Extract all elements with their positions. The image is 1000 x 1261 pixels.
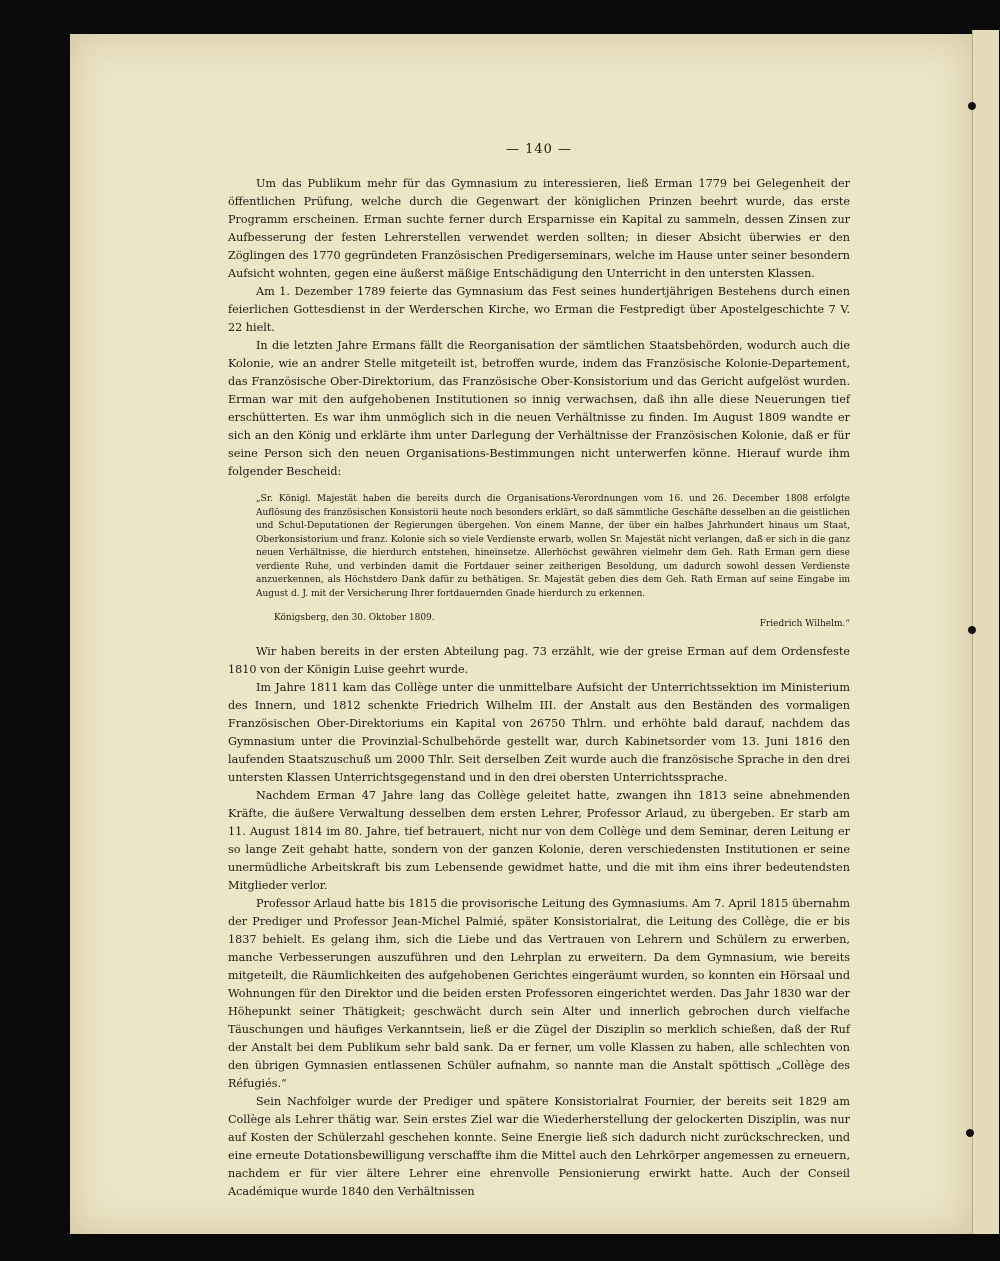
paragraph: In die letzten Jahre Ermans fällt die Reorganisation der sämtlichen Staatsbehörden, wodurch auch die Kolonie, wie an andrer Stelle mitgeteilt ist, betroffen wurde, indem das Französische Kolonie-Departement, das Französische Ober-Direktorium, das Französische Ober-Konsistorium und das Gericht aufgelöst wurden. Erman war mit den aufgehobenen Institutionen so innig verwachsen, daß ihn alle diese Neuerungen tief erschütterten. Es war ihm unmöglich sich in die neuen Verhältnisse zu finden. Im August 1809 wandte er sich an den König und erklärte ihm unter Darlegung der Verhältnisse der Französischen Kolonie, daß er für seine Person sich den neuen Organisations-Bestimmungen nicht unterwerfen könne. Hierauf wurde ihm folgender Bescheid: bbox=[228, 339, 850, 478]
page-number: — 140 — bbox=[505, 142, 573, 157]
binding-hole bbox=[968, 626, 976, 634]
paragraph: Wir haben bereits in der ersten Abteilung pag. 73 erzählt, wie der greise Erman auf dem Ordensfeste 1810 von der Königin Luise geehrt wurde. bbox=[228, 645, 850, 676]
quote-signature: Friedrich Wilhelm.“ bbox=[759, 619, 850, 629]
paragraph: Sein Nachfolger wurde der Prediger und spätere Konsistorialrat Fournier, der bereits seit 1829 am Collège als Lehrer thätig war. Sein erstes Ziel war die Wiederherstellung der gelockerten Disziplin, was nur auf Kosten der Schülerzahl geschehen konnte. Seine Energie ließ sich dadurch nicht zurückschrecken, und eine erneute Dotationsbewilligung verschaffte ihm die Mittel auch den Lehrkörper angemessen zu erneuern, nachdem er für vier ältere Lehrer eine ehrenvolle Pensionierung erwirkt hatte. Auch der Conseil Académique wurde 1840 den Verhältnissen bbox=[228, 1095, 850, 1198]
paragraph: Am 1. Dezember 1789 feierte das Gymnasium das Fest seines hundertjährigen Bestehens durch einen feierlichen Gottesdienst in der Werderschen Kirche, wo Erman die Festpredigt über Apostelgeschichte 7 V. 22 hielt. bbox=[228, 285, 850, 334]
quote-signature-line bbox=[274, 611, 850, 631]
paragraph: Professor Arlaud hatte bis 1815 die provisorische Leitung des Gymnasiums. Am 7. April 1815 übernahm der Prediger und Professor Jean-Michel Palmié, später Konsistorialrat, die Leitung des Collège, die er bis 1837 behielt. Es gelang ihm, sich die Liebe und das Vertrauen von Lehrern und Schülern zu erwerben, manche Verbesserungen auszuführen und den Lehrplan zu erweitern. Da dem Gymnasium, wie bereits mitgeteilt, die Räumlichkeiten des aufgehobenen Gerichtes eingeräumt wurden, so konnten ein Hörsaal und Wohnungen für den Direktor und die beiden ersten Professoren eingerichtet werden. Das Jahr 1830 war der Höhepunkt seiner Thätigkeit; geschwächt durch sein Alter und innerlich gebrochen durch vielfache Täuschungen und häufiges Verkanntsein, ließ er die Zügel der Disziplin so merklich schießen, daß der Ruf der Anstalt bei dem Publikum sehr bald sank. Da er ferner, um volle Klassen zu haben, alle schlechten von den übrigen Gymnasien entlassenen Schüler aufnahm, so nannte man die Anstalt spöttisch „Collège des Réfugiés.“ bbox=[228, 897, 850, 1090]
binding-hole bbox=[968, 102, 976, 110]
next-page-edge bbox=[972, 30, 999, 1234]
royal-decree-quote: „Sr. Königl. Majestät haben die bereits durch die Organisations-Verordnungen vom 16. und 26. December 1808 erfolgte Auflösung des französischen Konsistorii heute noch besonders erklärt, so daß sämmtliche Geschäfte desselben an die geistlichen und Schul-Deputationen der Regierungen übergehen. Von einem Manne, der über ein halbes Jahrhundert hinaus um Staat, Oberkonsistorium und franz. Kolonie sich so viele Verdienste erwarb, wollen Sr. Majestät nicht verlangen, daß er sich in die ganz neuen Verhältnisse, die hierdurch entstehen, hineinsetze. Allerhöchst gewähren vielmehr dem Geh. Rath Erman gern diese verdiente Ruhe, und verbinden damit die Fortdauer seiner zeitherigen Besoldung, um dadurch sowohl dessen Verdienste anzuerkennen, als Höchstdero Dank dafür zu bethätigen. Sr. Majestät geben dies dem Geh. Rath Erman auf seine Eingabe im August d. J. mit der Versicherung Ihrer fortdauernden Gnade hierdurch zu erkennen. bbox=[256, 494, 850, 599]
binding-hole bbox=[966, 1129, 974, 1137]
paragraph: Im Jahre 1811 kam das Collège unter die unmittelbare Aufsicht der Unterrichtssektion im Ministerium des Innern, und 1812 schenkte Friedrich Wilhelm III. der Anstalt aus den Beständen des vormaligen Französischen Ober-Direktoriums ein Kapital von 26750 Thlrn. und erhöhte bald darauf, nachdem das Gymnasium unter die Provinzial-Schulbehörde gestellt war, durch Kabinetsorder vom 13. Juni 1816 den laufenden Staatszuschuß um 2000 Thlr. Seit derselben Zeit wurde auch die französische Sprache in den drei untersten Klassen Unterrichtsgegenstand und in den drei obersten Unterrichtssprache. bbox=[228, 681, 850, 784]
quote-place-date: Königsberg, den 30. Oktober 1809. bbox=[274, 613, 435, 623]
paragraph: Um das Publikum mehr für das Gymnasium zu interessieren, ließ Erman 1779 bei Gelegenheit der öffentlichen Prüfung, welche durch die Gegenwart der königlichen Prinzen beehrt wurde, das erste Programm erscheinen. Erman suchte ferner durch Ersparnisse ein Kapital zu sammeln, dessen Zinsen zur Aufbesserung der festen Lehrerstellen verwendet werden sollten; in dieser Absicht überwies er den Zöglingen des 1770 gegründeten Französischen Predigerseminars, welche im Hause unter seiner besondern Aufsicht wohnten, gegen eine äußerst mäßige Entschädigung den Unterricht in den untersten Klassen. bbox=[228, 177, 850, 280]
paragraph: Nachdem Erman 47 Jahre lang das Collège geleitet hatte, zwangen ihn 1813 seine abnehmenden Kräfte, die äußere Verwaltung desselben dem ersten Lehrer, Professor Arlaud, zu übergeben. Er starb am 11. August 1814 im 80. Jahre, tief betrauert, nicht nur von dem Collège und dem Seminar, deren Leitung er so lange Zeit gehabt hatte, sondern von der ganzen Kolonie, deren verschiedensten Institutionen er seine unermüdliche Arbeitskraft bis zum Lebensende gewidmet hatte, und die mit ihm eins ihrer bedeutendsten Mitglieder verlor. bbox=[228, 789, 850, 892]
page-content bbox=[228, 142, 850, 1201]
